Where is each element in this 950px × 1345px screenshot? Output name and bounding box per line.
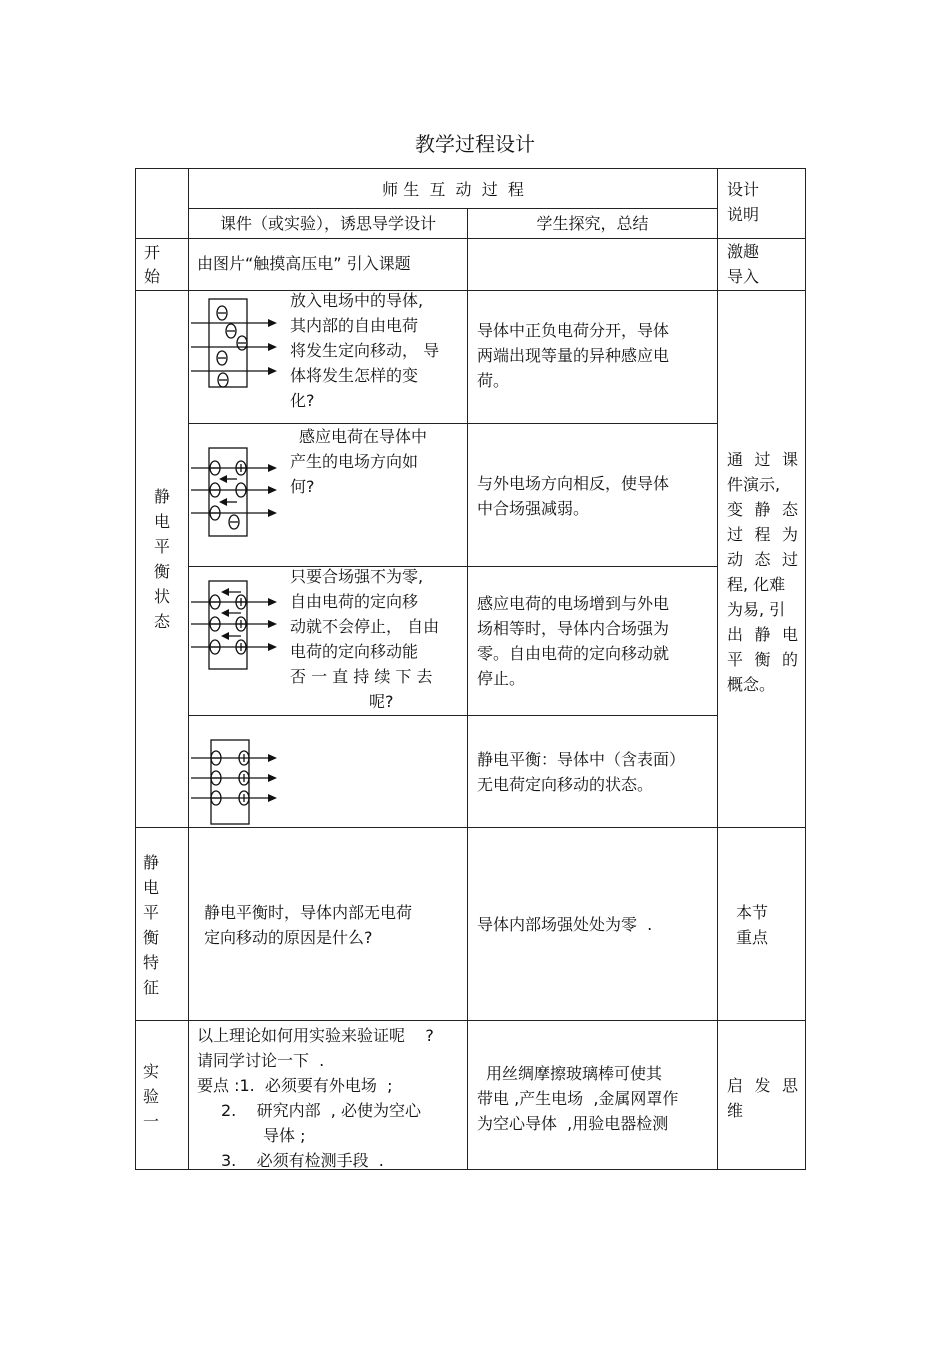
balance-a4-cell bbox=[467, 715, 718, 828]
experiment-student-cell bbox=[467, 1020, 718, 1170]
experiment-courseware-line: 要点 :1. 必须要有外电场 ; bbox=[197, 1076, 393, 1095]
feature-courseware-line: 静电平衡时，导体内部无电荷 bbox=[204, 903, 413, 922]
conductor-figure-1 bbox=[189, 295, 289, 405]
balance-q1-cell bbox=[188, 290, 468, 424]
q3-line: 自由电荷的定向移 bbox=[290, 592, 419, 611]
header-courseware-label: 课件（或实验），诱思导学设计 bbox=[219, 214, 436, 233]
a4-line: 静电平衡：导体中（含表面） bbox=[477, 750, 686, 769]
header-design-line: 说明 bbox=[727, 205, 760, 224]
q3-line: 呢? bbox=[369, 692, 394, 711]
start-design-line: 导入 bbox=[727, 267, 760, 286]
q3-line: 否 一 直 持 续 下 去 bbox=[290, 667, 433, 686]
experiment-courseware-line: 以上理论如何用实验来验证呢 ? bbox=[197, 1026, 434, 1045]
q1-line: 放入电场中的导体, bbox=[290, 291, 424, 310]
q2-line: 产生的电场方向如 bbox=[290, 452, 419, 471]
experiment-courseware-line: 2. 研究内部 , 必使为空心 bbox=[221, 1101, 421, 1120]
row-label-char: 状 bbox=[153, 587, 170, 606]
balance-design-line: 变 静 态 bbox=[727, 500, 798, 519]
experiment-courseware-cell bbox=[188, 1020, 468, 1170]
balance-design-line: 概念。 bbox=[727, 675, 776, 694]
feature-courseware-cell bbox=[188, 827, 468, 1021]
balance-a1-cell bbox=[467, 290, 718, 424]
q3-line: 电荷的定向移动能 bbox=[290, 642, 419, 661]
q2-line: 感应电荷在导体中 bbox=[299, 427, 428, 446]
row-label-char: 电 bbox=[143, 878, 160, 897]
balance-design-line: 为易, 引 bbox=[727, 600, 786, 619]
a1-line: 荷。 bbox=[477, 371, 510, 390]
header-design-line: 设计 bbox=[727, 180, 760, 199]
balance-design-cell bbox=[717, 290, 806, 828]
row-label-char: 静 bbox=[153, 487, 170, 506]
start-courseware-text: 由图片“触摸高压电” 引入课题 bbox=[197, 254, 411, 273]
balance-design-line: 动 态 过 bbox=[727, 550, 798, 569]
header-group-cell bbox=[188, 168, 718, 209]
row-label-char: 衡 bbox=[143, 928, 160, 947]
q1-line: 体将发生怎样的变 bbox=[290, 366, 419, 385]
start-design-line: 激趣 bbox=[727, 242, 760, 261]
experiment-courseware-line: 请同学讨论一下 . bbox=[197, 1051, 325, 1070]
conductor-figure-4 bbox=[189, 740, 289, 830]
balance-design-line: 平 衡 的 bbox=[727, 650, 798, 669]
experiment-courseware-line: 导体 ; bbox=[263, 1126, 306, 1145]
row-label-char: 平 bbox=[143, 903, 160, 922]
header-student-label: 学生探究，总结 bbox=[536, 214, 649, 233]
conductor-figure-3 bbox=[189, 577, 289, 677]
a1-line: 两端出现等量的异种感应电 bbox=[477, 346, 670, 365]
experiment-design-line: 维 bbox=[727, 1101, 744, 1120]
q1-line: 其内部的自由电荷 bbox=[290, 316, 419, 335]
conductor-figure-2 bbox=[189, 444, 289, 544]
balance-design-line: 出 静 电 bbox=[727, 625, 798, 644]
row-label-char: 衡 bbox=[153, 562, 170, 581]
balance-a3-cell bbox=[467, 566, 718, 716]
q3-line: 动就不会停止， 自由 bbox=[290, 617, 440, 636]
a3-line: 场相等时，导体内合场强为 bbox=[477, 619, 670, 638]
q3-line: 只要合场强不为零, bbox=[290, 567, 424, 586]
feature-student-cell bbox=[467, 827, 718, 1021]
row-label-char: 特 bbox=[143, 953, 160, 972]
experiment-courseware-line: 3. 必须有检测手段 . bbox=[221, 1151, 384, 1170]
a3-line: 零。自由电荷的定向移动就 bbox=[477, 644, 670, 663]
header-group-label: 师 生 互 动 过 程 bbox=[382, 180, 524, 199]
a1-line: 导体中正负电荷分开，导体 bbox=[477, 321, 670, 340]
feature-design-line: 重点 bbox=[736, 928, 769, 947]
header-student-cell bbox=[467, 208, 718, 239]
balance-q4-cell bbox=[188, 715, 468, 828]
experiment-student-line: 为空心导体 ,用验电器检测 bbox=[477, 1114, 669, 1133]
start-courseware-cell bbox=[188, 238, 468, 291]
feature-design-cell bbox=[717, 827, 806, 1021]
feature-student-text: 导体内部场强处处为零 . bbox=[477, 915, 653, 934]
row-label-char: 验 bbox=[143, 1087, 160, 1106]
a3-line: 感应电荷的电场增到与外电 bbox=[477, 594, 670, 613]
balance-a2-cell bbox=[467, 423, 718, 567]
a2-line: 中合场强减弱。 bbox=[477, 499, 590, 518]
balance-label-cell bbox=[135, 290, 189, 828]
start-label-cell bbox=[135, 238, 189, 291]
header-blank-cell bbox=[135, 168, 189, 239]
a3-line: 停止。 bbox=[477, 669, 526, 688]
feature-label-cell bbox=[135, 827, 189, 1021]
balance-design-line: 件演示, bbox=[727, 475, 781, 494]
a4-line: 无电荷定向移动的状态。 bbox=[477, 775, 654, 794]
page-title: 教学过程设计 bbox=[415, 132, 535, 156]
q2-line: 何? bbox=[290, 477, 315, 496]
lesson-table bbox=[135, 168, 806, 1170]
row-label-char: 征 bbox=[143, 978, 160, 997]
experiment-label-cell bbox=[135, 1020, 189, 1170]
experiment-design-cell bbox=[717, 1020, 806, 1170]
header-courseware-cell bbox=[188, 208, 468, 239]
experiment-student-line: 用丝绸摩擦玻璃棒可使其 bbox=[486, 1064, 663, 1083]
feature-design-line: 本节 bbox=[736, 903, 769, 922]
experiment-student-line: 带电 ,产生电场 ,金属网罩作 bbox=[477, 1089, 679, 1108]
row-label-char: 一 bbox=[143, 1112, 160, 1131]
row-label-char: 平 bbox=[153, 537, 170, 556]
balance-q2-cell bbox=[188, 423, 468, 567]
row-label-char: 始 bbox=[144, 267, 161, 286]
a2-line: 与外电场方向相反，使导体 bbox=[477, 474, 670, 493]
row-label-char: 电 bbox=[153, 512, 170, 531]
row-label-char: 实 bbox=[143, 1062, 160, 1081]
experiment-design-line: 启 发 思 bbox=[727, 1076, 798, 1095]
row-label-char: 静 bbox=[143, 853, 160, 872]
feature-courseware-line: 定向移动的原因是什么? bbox=[204, 928, 373, 947]
q1-line: 将发生定向移动， 导 bbox=[290, 341, 440, 360]
start-student-cell bbox=[467, 238, 718, 291]
balance-design-line: 过 程 为 bbox=[727, 525, 798, 544]
header-design-cell bbox=[717, 168, 806, 239]
start-design-cell bbox=[717, 238, 806, 291]
balance-design-line: 程, 化难 bbox=[727, 575, 786, 594]
row-label-char: 态 bbox=[153, 612, 170, 631]
q1-line: 化? bbox=[290, 391, 315, 410]
balance-design-line: 通 过 课 bbox=[727, 450, 798, 469]
balance-q3-cell bbox=[188, 566, 468, 716]
row-label-char: 开 bbox=[144, 243, 161, 262]
